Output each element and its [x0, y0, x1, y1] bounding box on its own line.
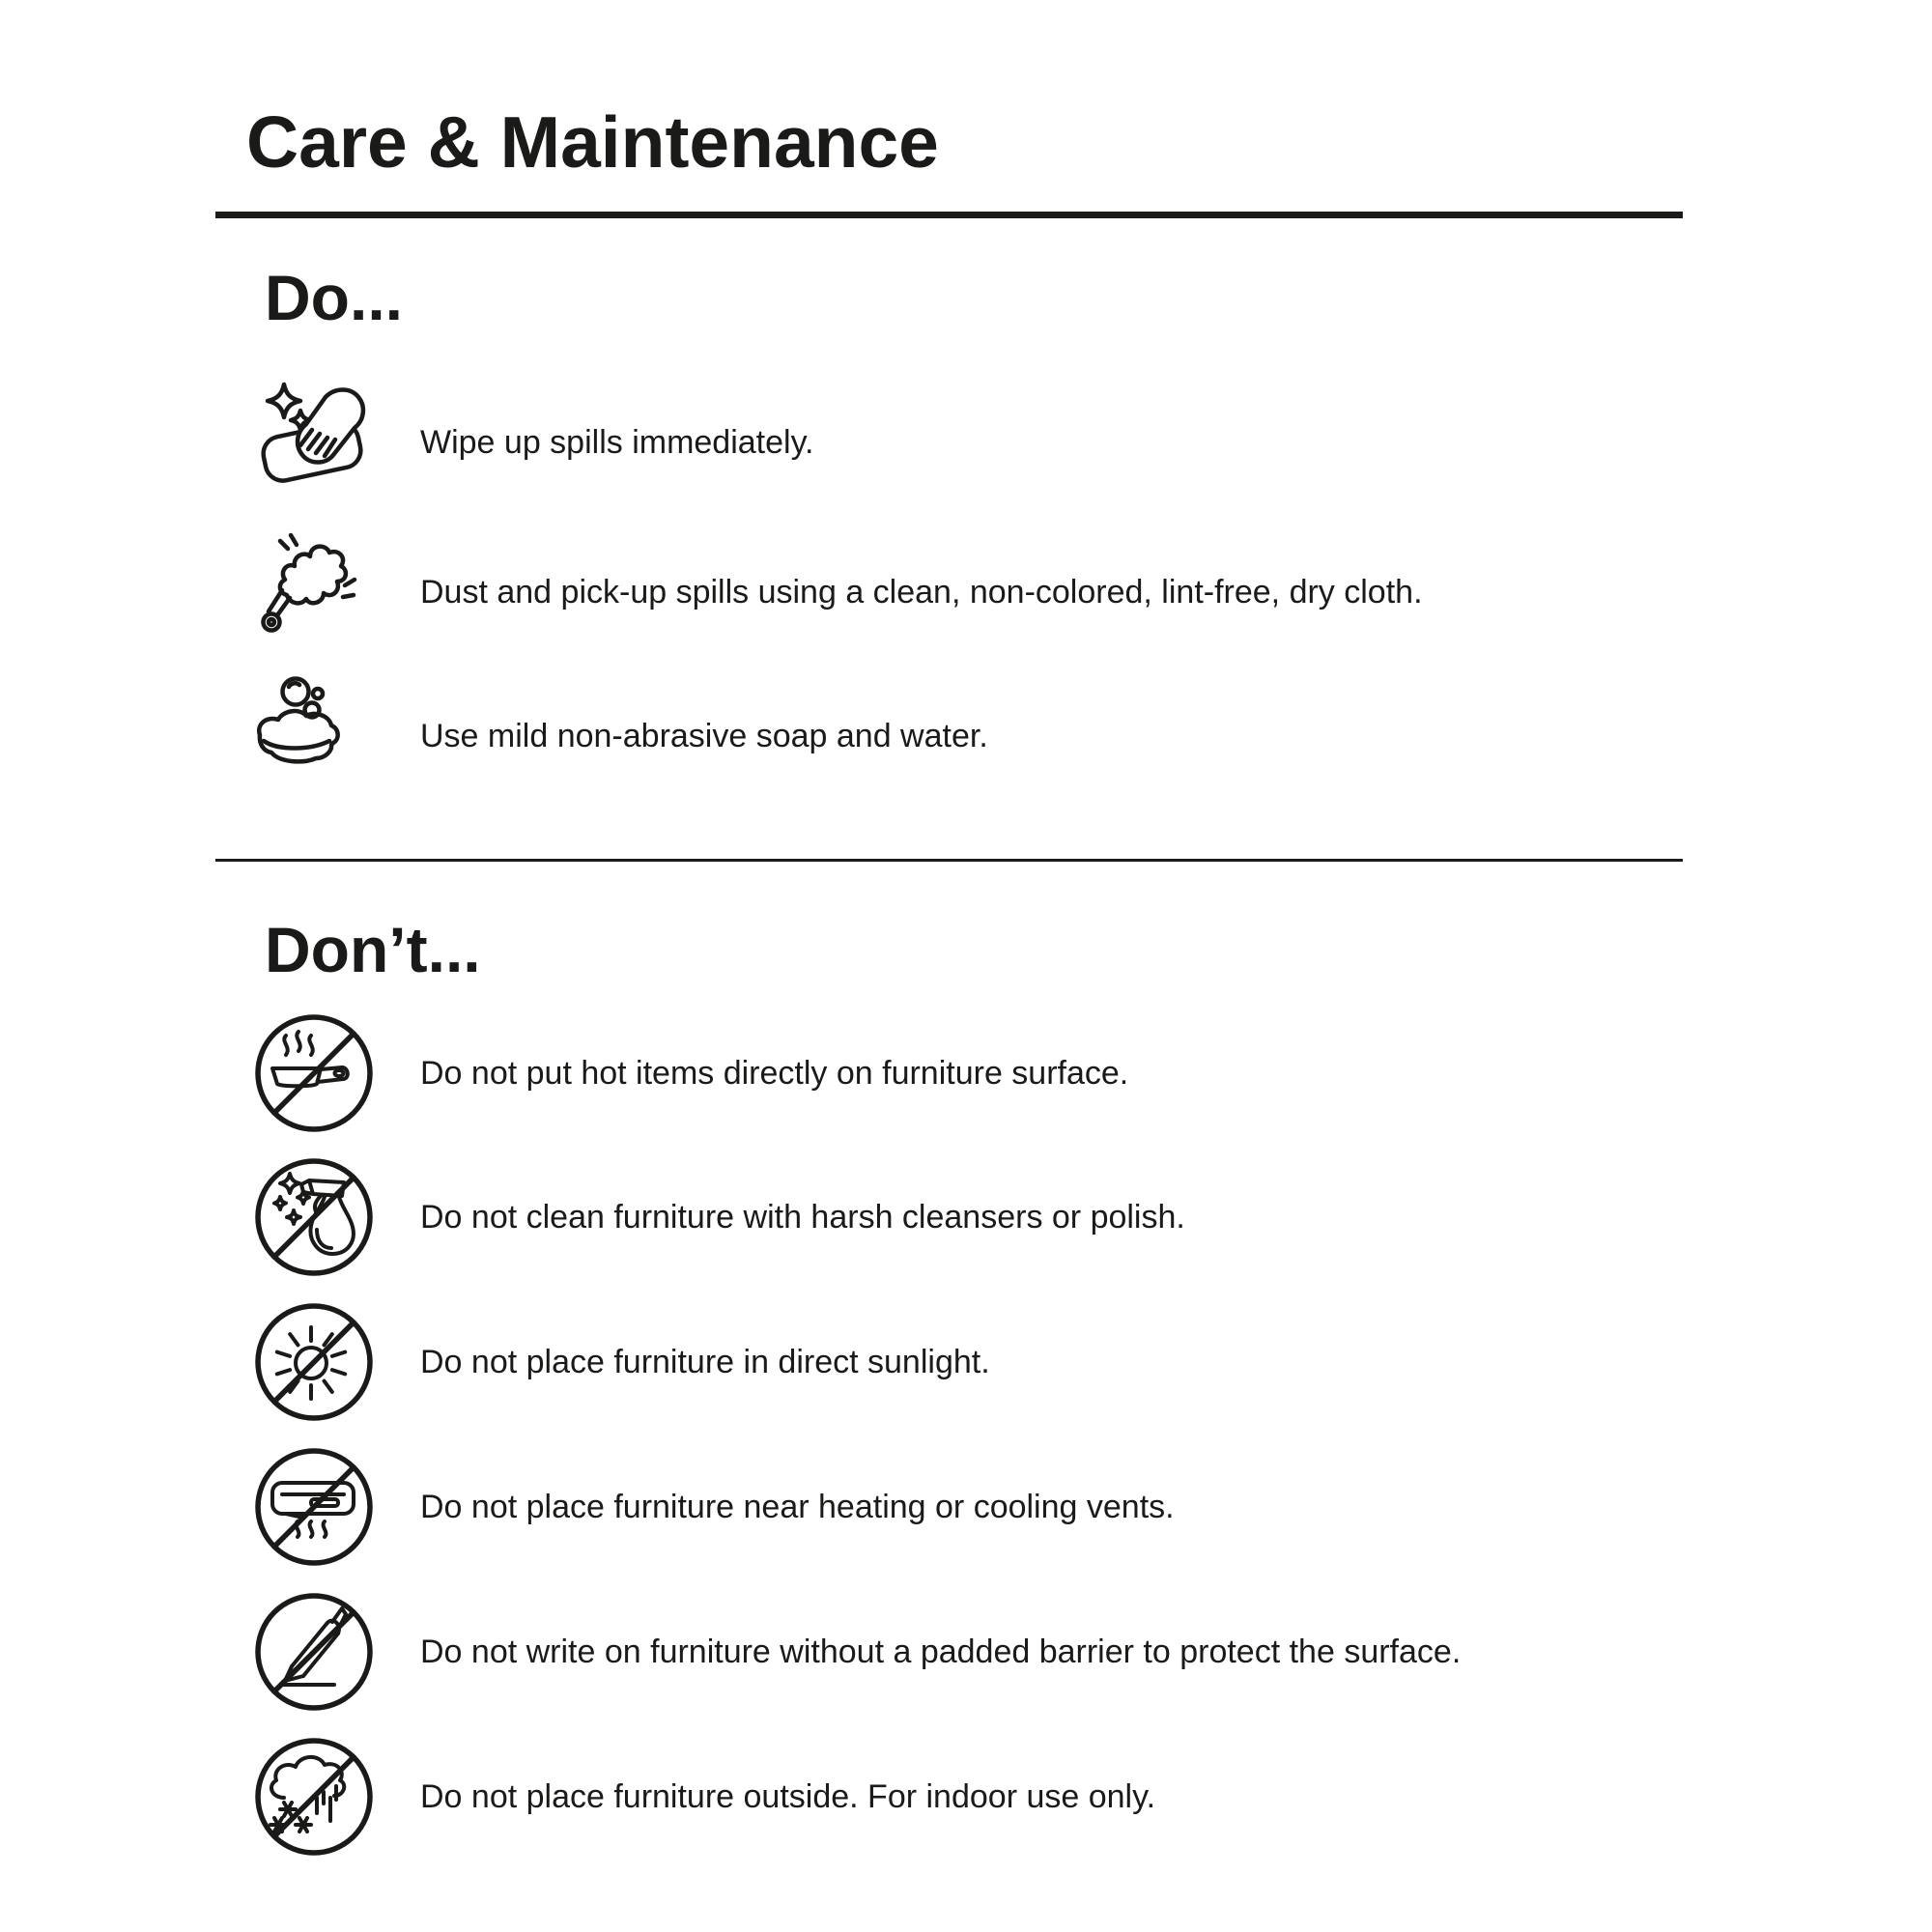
- dont-item-text: Do not put hot items directly on furniture surface.: [420, 1054, 1129, 1092]
- dont-section-heading: Don’t...: [265, 914, 481, 985]
- no-writing-icon: [253, 1591, 375, 1713]
- do-item-text: Wipe up spills immediately.: [420, 423, 814, 461]
- do-item-text: Use mild non-abrasive soap and water.: [420, 717, 988, 754]
- soap-sponge-icon: [248, 673, 374, 799]
- no-direct-sunlight-icon: [253, 1301, 375, 1423]
- dont-item: [253, 1156, 1893, 1278]
- duster-icon: [248, 529, 374, 655]
- dont-item: [253, 1012, 1893, 1134]
- do-section-heading: Do...: [265, 262, 403, 333]
- do-item: [248, 375, 1893, 510]
- dont-item: [253, 1736, 1893, 1858]
- wipe-spills-icon: [248, 380, 374, 505]
- dont-item-text: Do not place furniture outside. For indoor use only.: [420, 1777, 1156, 1815]
- do-item: [248, 668, 1893, 804]
- title-rule: [215, 212, 1683, 218]
- dont-item-text: Do not write on furniture without a padded barrier to protect the surface.: [420, 1633, 1462, 1670]
- do-item-text: Dust and pick-up spills using a clean, non-colored, lint-free, dry cloth.: [420, 573, 1423, 611]
- no-hot-items-icon: [253, 1012, 375, 1134]
- no-harsh-cleansers-icon: [253, 1156, 375, 1278]
- dont-item-text: Do not place furniture near heating or cooling vents.: [420, 1488, 1175, 1525]
- no-heating-vents-icon: [253, 1446, 375, 1568]
- dont-item: [253, 1591, 1893, 1713]
- dont-item: [253, 1301, 1893, 1423]
- page-title: Care & Maintenance: [246, 101, 939, 183]
- section-divider: [215, 859, 1683, 862]
- dont-item-text: Do not clean furniture with harsh cleansers or polish.: [420, 1198, 1185, 1236]
- no-outdoor-use-icon: [253, 1736, 375, 1858]
- do-item: [248, 525, 1893, 660]
- dont-item-text: Do not place furniture in direct sunlight.: [420, 1343, 990, 1380]
- dont-item: [253, 1446, 1893, 1568]
